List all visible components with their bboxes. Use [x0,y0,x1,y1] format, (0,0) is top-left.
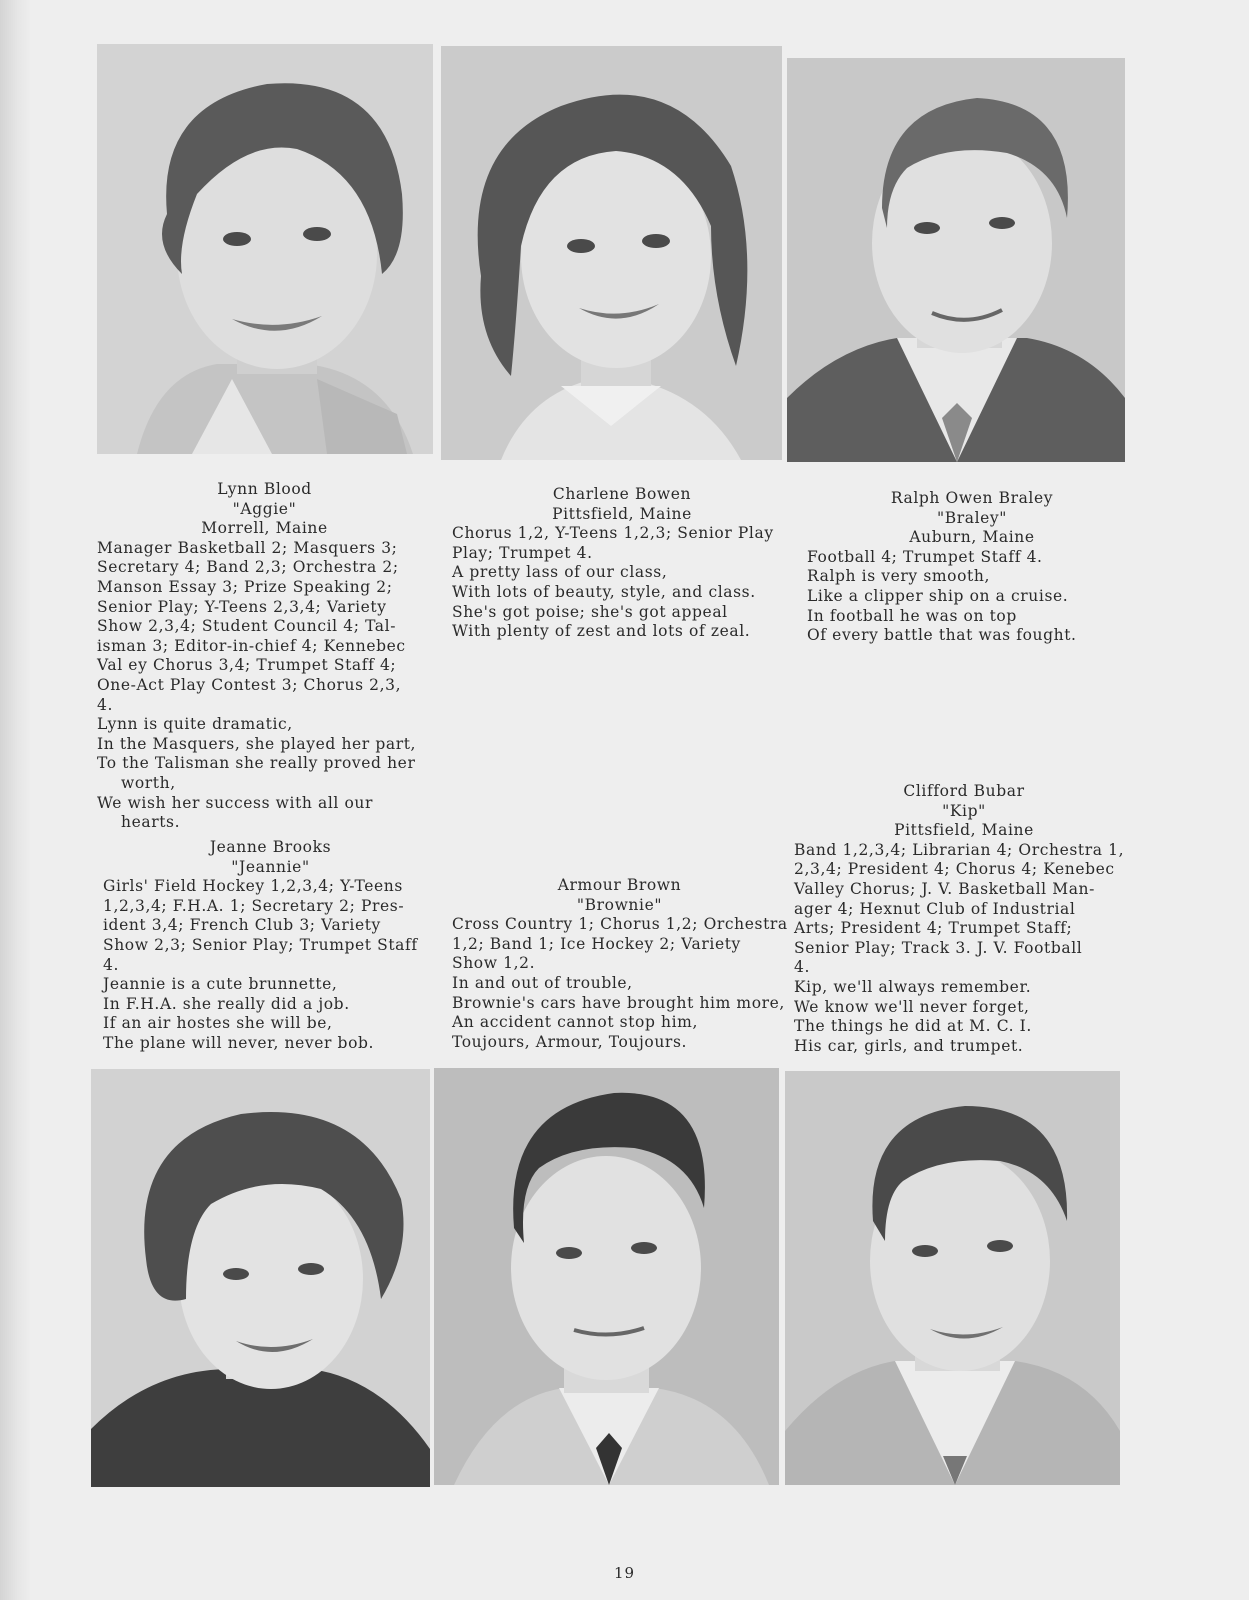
portrait-photo-lynn-blood [97,44,433,454]
activity-line: 4. [97,695,113,714]
activity-line: Play; Trumpet 4. [452,543,593,562]
activity-line: Show 1,2. [452,954,536,973]
verse-line: Toujours, Armour, Toujours. [452,1032,688,1051]
student-name: Lynn Blood [217,480,312,498]
activity-line: 4. [794,958,810,977]
activity-line: Cross Country 1; Chorus 1,2; Orchestra [452,915,788,934]
activity-line: Football 4; Trumpet Staff 4. [807,547,1043,566]
verse-line: She's got poise; she's got appeal [452,602,728,621]
activity-line: isman 3; Editor-in-chief 4; Kennebec [97,636,406,655]
verse-line: Brownie's cars have brought him more, [452,993,785,1012]
verse-line: The plane will never, never bob. [103,1033,375,1052]
verse-line: If an air hostes she will be, [103,1014,333,1033]
student-name: Clifford Bubar [903,782,1025,800]
portrait-photo-charlene-bowen [441,46,782,460]
verse-line: To the Talisman she really proved her [97,754,416,773]
verse-line: His car, girls, and trumpet. [794,1036,1024,1055]
activity-line: ager 4; Hexnut Club of Industrial [794,899,1076,918]
activity-line: Arts; President 4; Trumpet Staff; [794,919,1073,938]
activity-line: Girls' Field Hockey 1,2,3,4; Y-Teens [103,877,403,896]
portrait-photo-armour-brown [434,1068,779,1485]
portrait-photo-clifford-bubar [785,1071,1120,1485]
verse-line: We wish her success with all our [97,793,374,812]
verse-line: Like a clipper ship on a cruise. [807,586,1069,605]
student-hometown: Pittsfield, Maine [552,504,692,523]
student-name: Ralph Owen Braley [890,489,1054,507]
portrait-photo-ralph-owen-braley [787,58,1125,462]
bio-clifford-bubar [794,782,1134,1056]
student-name: Jeanne Brooks [209,838,332,856]
activity-line: Band 1,2,3,4; Librarian 4; Orchestra 1, [794,840,1125,859]
activity-line: Val ey Chorus 3,4; Trumpet Staff 4; [97,656,397,675]
bio-charlene-bowen [452,485,792,642]
activity-line: One-Act Play Contest 3; Chorus 2,3, [97,675,402,694]
activity-line: Valley Chorus; J. V. Basketball Man- [794,879,1095,898]
verse-line: An accident cannot stop him, [452,1013,698,1032]
verse-line: Lynn is quite dramatic, [97,715,293,734]
verse-line: Of every battle that was fought. [807,626,1077,645]
activity-line: 2,3,4; President 4; Chorus 4; Kenebec [794,860,1115,879]
page-binding-edge [0,0,30,1600]
verse-line: worth, [121,773,176,792]
activity-line: Chorus 1,2, Y-Teens 1,2,3; Senior Play [452,524,774,543]
activity-line: 4. [103,955,119,974]
verse-line: A pretty lass of our class, [452,563,668,582]
bio-jeanne-brooks [103,838,438,1054]
verse-line: In and out of trouble, [452,973,633,992]
activity-line: Show 2,3; Senior Play; Trumpet Staff [103,935,418,954]
verse-line: With lots of beauty, style, and class. [452,582,756,601]
verse-line: With plenty of zest and lots of zeal. [452,622,751,641]
student-name: Armour Brown [557,876,682,894]
bio-ralph-owen-braley [807,489,1137,646]
student-hometown: Morrell, Maine [201,519,328,538]
activity-line: ident 3,4; French Club 3; Variety [103,916,381,935]
student-nickname: "Jeannie" [231,857,310,876]
activity-line: Senior Play; Y-Teens 2,3,4; Variety [97,597,387,616]
verse-line: The things he did at M. C. I. [794,1017,1032,1036]
activity-line: 1,2; Band 1; Ice Hockey 2; Variety [452,934,741,953]
portrait-photo-jeanne-brooks [91,1069,430,1487]
activity-line: Show 2,3,4; Student Council 4; Tal- [97,617,397,636]
student-nickname: "Kip" [942,801,986,820]
bio-armour-brown [452,876,787,1052]
verse-line: In football he was on top [807,606,1017,625]
verse-line: Jeannie is a cute brunnette, [103,975,338,994]
verse-line: Kip, we'll always remember. [794,977,1032,996]
bio-lynn-blood [97,480,432,833]
page-number: 19 [613,1564,636,1582]
verse-line: Ralph is very smooth, [807,567,990,586]
verse-line: We know we'll never forget, [794,997,1030,1016]
student-nickname: "Brownie" [576,895,663,914]
activity-line: Manager Basketball 2; Masquers 3; [97,538,398,557]
verse-line: In the Masquers, she played her part, [97,734,417,753]
student-hometown: Auburn, Maine [909,528,1035,547]
student-nickname: "Aggie" [232,499,297,518]
student-hometown: Pittsfield, Maine [894,821,1034,840]
student-nickname: "Braley" [937,508,1007,527]
activity-line: Manson Essay 3; Prize Speaking 2; [97,577,393,596]
activity-line: Senior Play; Track 3. J. V. Football [794,938,1083,957]
verse-line: hearts. [121,813,181,832]
verse-line: In F.H.A. she really did a job. [103,994,350,1013]
activity-line: 1,2,3,4; F.H.A. 1; Secretary 2; Pres- [103,896,405,915]
activity-line: Secretary 4; Band 2,3; Orchestra 2; [97,558,399,577]
student-name: Charlene Bowen [552,485,692,503]
